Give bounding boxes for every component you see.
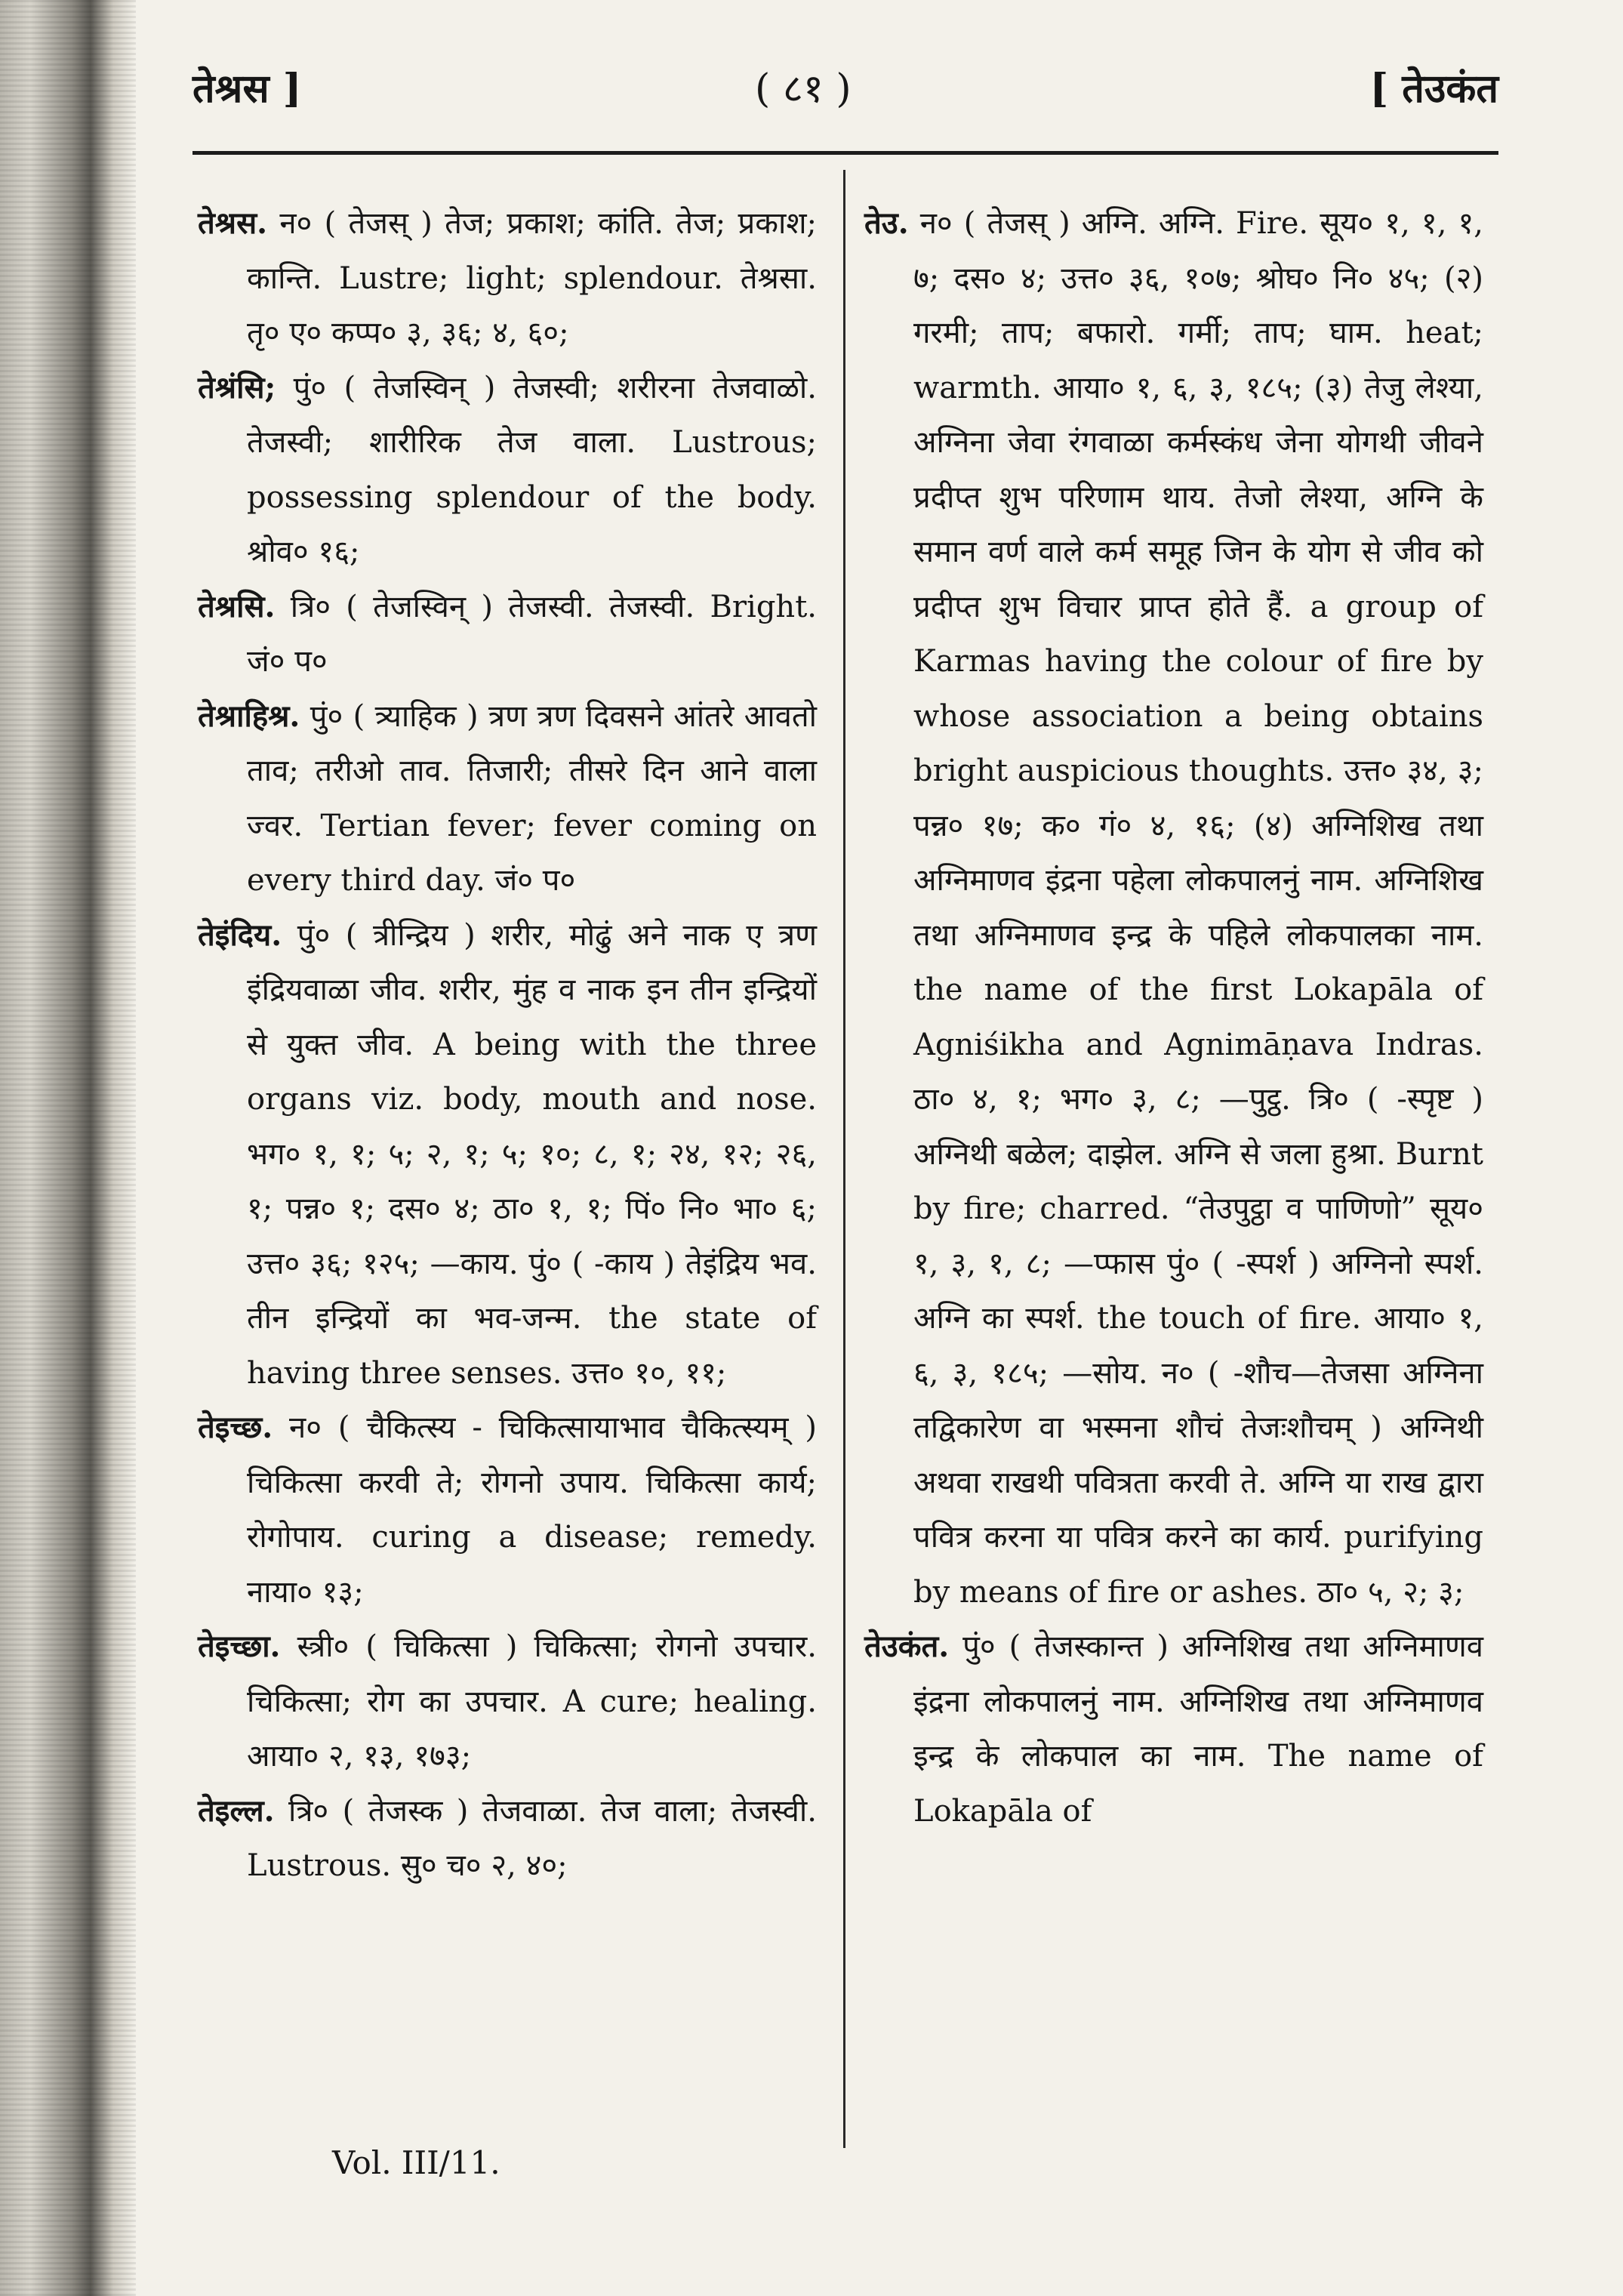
entry-text: पुं० ( त्र्याहिक ) त्रण त्रण दिवसने आंतरे आवतो ताव; तरीओ ताव. तिजारी; तीसरे दिन आने वाला ज्वर. Tertian fever; fever coming on every third day. जं० प० xyxy=(247,698,818,898)
dictionary-entry xyxy=(864,196,1483,1620)
headword: तेइल्ल. xyxy=(198,1792,275,1829)
left-column xyxy=(198,196,817,1894)
entry-text: स्त्री० ( चिकित्सा ) चिकित्सा; रोगनो उपचार. चिकित्सा; रोग का उपचार. A cure; healing. आया० २, १३, १७३; xyxy=(247,1629,817,1774)
headword: तेश्राहिश्र. xyxy=(198,698,300,734)
entry-text: पुं० ( त्रीन्द्रिय ) शरीर, मोढुं अने नाक ए त्रण इंद्रियवाळा जीव. शरीर, मुंह व नाक इन तीन इन्द्रियों से युक्त जीव. A being with the three organs viz. body, mouth and nose. भग० १, १; ५; २, १; ५; १०; ८, १; २४, १२; २६, १; पन्न० १; दस० ४; ठा० १, १; पिं० नि० भा० ६; उत्त० ३६; १२५; —काय. पुं० ( -काय ) तेइंद्रिय भव. तीन इन्द्रियों का भव-जन्म. the state of having three senses. उत्त० १०, ११; xyxy=(247,917,817,1391)
dictionary-entry xyxy=(198,1401,817,1620)
dictionary-entry xyxy=(198,1620,817,1784)
volume-footer: Vol. III/11. xyxy=(332,2144,500,2181)
dictionary-entry xyxy=(864,1620,1483,1838)
entry-text: पुं० ( तेजस्कान्त ) अग्निशिख तथा अग्निमाणव इंद्रना लोकपालनुं नाम. अग्निशिख तथा अग्निमाणव इन्द्र के लोकपाल का नाम. The name of Lokapāla of xyxy=(913,1629,1484,1829)
headword: तेश्रसि. xyxy=(198,588,276,624)
entry-text: त्रि० ( तेजस्विन् ) तेजस्वी. तेजस्वी. Bright. जं० प० xyxy=(247,589,817,679)
page-number: ( ८१ ) xyxy=(755,66,852,112)
right-column xyxy=(864,196,1483,1838)
header-right-word: [ तेउकंत xyxy=(1369,66,1498,112)
column-divider xyxy=(843,170,845,2148)
entry-text: न० ( तेजस् ) अग्नि. अग्नि. Fire. सूय० १, १, १, ७; दस० ४; उत्त० ३६, १०७; श्रोघ० नि० ४५; (२) गरमी; ताप; बफारो. गर्मी; ताप; घाम. heat; warmth. आया० १, ६, ३, १८५; (३) तेजु लेश्या, अग्निना जेवा रंगवाळा कर्मस्कंध जेना योगथी जीवने प्रदीप्त शुभ परिणाम थाय. तेजो लेश्या, अग्नि के समान वर्ण वाले कर्म समूह जिन के योग से जीव को प्रदीप्त शुभ विचार प्राप्त होते हैं. a group of Karmas having the colour of fire by whose association a being obtains bright auspicious thoughts. उत्त० ३४, ३; पन्न० १७; क० गं० ४, १६; (४) अग्निशिख तथा अग्निमाणव इंद्रना पहेला लोकपालनुं नाम. अग्निशिख तथा अग्निमाणव इन्द्र के पहिले लोकपालका नाम. the name of the first Lokapāla of Agniśikha and Agnimāṇava Indras. ठा० ४, १; भग० ३, ८; —पुट्ठ. त्रि० ( -स्पृष्ट ) अग्निथी बळेल; दाझेल. अग्नि से जला हुश्रा. Burnt by fire; charred. “तेउपुट्ठा व पाणिणो” सूय० १, ३, १, ८; —प्फास पुं० ( -स्पर्श ) अग्निनो स्पर्श. अग्नि का स्पर्श. the touch of fire. आया० १, ६, ३, १८५; —सोय. न० ( -शौच—तेजसा अग्निना तद्विकारेण वा भस्मना शौचं तेजःशौचम् ) अग्निथी अथवा राखथी पवित्रता करवी ते. अग्नि या राख द्वारा पवित्र करना या पवित्र करने का कार्य. purifying by means of fire or ashes. ठा० ५, २; ३; xyxy=(913,206,1483,1610)
headword: तेइंदिय. xyxy=(198,917,282,953)
scan-gutter-shadow xyxy=(0,0,136,2296)
entry-text: न० ( तेजस् ) तेज; प्रकाश; कांति. तेज; प्रकाश; कान्ति. Lustre; light; splendour. तेश्रसा. तृ० ए० कप्प० ३, ३६; ४, ६०; xyxy=(247,206,818,350)
headword: तेउ. xyxy=(864,205,909,241)
headword: तेश्रस. xyxy=(198,205,268,241)
dictionary-entry xyxy=(198,1784,817,1894)
dictionary-entry xyxy=(198,196,817,361)
entry-text: न० ( चैकित्स्य - चिकित्सायाभाव चैकित्स्यम् ) चिकित्सा करवी ते; रोगनो उपाय. चिकित्सा कार्य; रोगोपाय. curing a disease; remedy. नाया० १३; xyxy=(247,1410,817,1610)
dictionary-entry xyxy=(198,908,817,1401)
entry-text: त्रि० ( तेजस्क ) तेजवाळा. तेज वाला; तेजस्वी. Lustrous. सु० च० २, ४०; xyxy=(247,1793,817,1883)
headword: तेइच्छ. xyxy=(198,1410,273,1445)
header-rule xyxy=(192,151,1498,155)
dictionary-entry xyxy=(198,361,817,580)
page-header xyxy=(192,60,1498,128)
headword: तेश्रंसि; xyxy=(198,369,276,405)
header-left-word: तेश्रस ] xyxy=(192,66,302,112)
headword: तेउकंत. xyxy=(864,1629,950,1664)
entry-text: पुं० ( तेजस्विन् ) तेजस्वी; शरीरना तेजवाळो. तेजस्वी; शारीरिक तेज वाला. Lustrous; possessing splendour of the body. श्रोव० १६; xyxy=(247,370,817,569)
dictionary-entry xyxy=(198,689,817,908)
dictionary-entry xyxy=(198,580,817,689)
headword: तेइच्छा. xyxy=(198,1629,281,1664)
